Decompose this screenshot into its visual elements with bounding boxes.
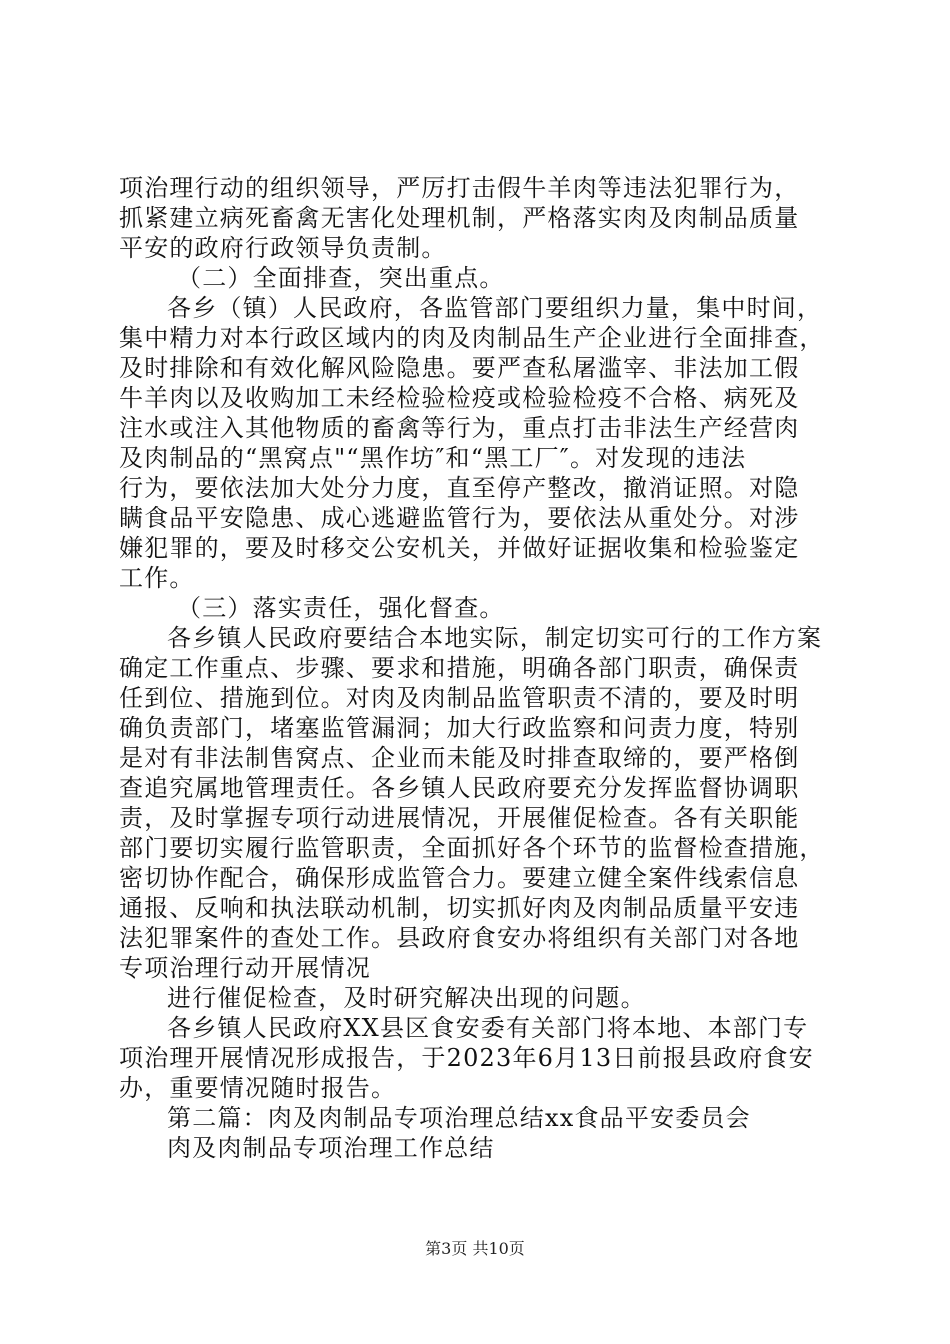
text-line: 项治理开展情况形成报告，于2023年6月13日前报县政府食安 [119, 1044, 814, 1072]
text-line: 各乡（镇）人民政府，各监管部门要组织力量，集中时间， [167, 294, 823, 322]
text-line: 牛羊肉以及收购加工未经检验检疫或检验检疫不合格、病死及 [119, 384, 800, 412]
text-line: 注水或注入其他物质的畜禽等行为，重点打击非法生产经营肉 [119, 414, 800, 442]
text-line: 责，及时掌握专项行动进展情况，开展催促检查。各有关职能 [119, 804, 800, 832]
section-heading: （三）落实责任，强化督查。 [177, 594, 505, 622]
text-line: 集中精力对本行政区域内的肉及肉制品生产企业进行全面排查， [119, 324, 825, 352]
text-line: 各乡镇人民政府XX县区食安委有关部门将本地、本部门专 [167, 1014, 809, 1042]
text-line: 瞒食品平安隐患、成心逃避监管行为，要依法从重处分。对涉 [119, 504, 800, 532]
text-line: 部门要切实履行监管职责，全面抓好各个环节的监督检查措施， [119, 834, 825, 862]
document-body [119, 173, 839, 1163]
text-line: 行为，要依法加大处分力度，直至停产整改，撤消证照。对隐 [119, 474, 800, 502]
text-line: 项治理行动的组织领导，严厉打击假牛羊肉等违法犯罪行为， [119, 174, 800, 202]
text-line: 嫌犯罪的，要及时移交公安机关，并做好证据收集和检验鉴定 [119, 534, 800, 562]
text-line: 及肉制品的“黑窝点"“黑作坊″和“黑工厂″。对发现的违法 [119, 444, 747, 472]
text-line: 进行催促检查，及时研究解决出现的问题。 [167, 984, 646, 1012]
text-line: 通报、反响和执法联动机制，切实抓好肉及肉制品质量平安违 [119, 894, 800, 922]
text-line: 专项治理行动开展情况 [119, 954, 371, 982]
section-heading: （二）全面排查，突出重点。 [177, 264, 505, 292]
text-line: 法犯罪案件的查处工作。县政府食安办将组织有关部门对各地 [119, 924, 800, 952]
text-line: 密切协作配合，确保形成监管合力。要建立健全案件线索信息 [119, 864, 800, 892]
text-line: 是对有非法制售窝点、企业而未能及时排查取缔的，要严格倒 [119, 744, 800, 772]
text-line: 第二篇：肉及肉制品专项治理总结xx食品平安委员会 [167, 1104, 751, 1132]
text-line: 查追究属地管理责任。各乡镇人民政府要充分发挥监督协调职 [119, 774, 800, 802]
text-line: 任到位、措施到位。对肉及肉制品监管职责不清的，要及时明 [119, 684, 800, 712]
text-line: 肉及肉制品专项治理工作总结 [167, 1134, 495, 1162]
text-line: 各乡镇人民政府要结合本地实际，制定切实可行的工作方案 [167, 624, 823, 652]
text-line: 抓紧建立病死畜禽无害化处理机制，严格落实肉及肉制品质量 [119, 204, 800, 232]
page-number-footer: 第3页 共10页 [425, 1239, 525, 1258]
text-line: 办，重要情况随时报告。 [119, 1074, 397, 1102]
text-line: 确定工作重点、步骤、要求和措施，明确各部门职责，确保责 [119, 654, 800, 682]
text-line: 平安的政府行政领导负责制。 [119, 234, 447, 262]
text-line: 工作。 [119, 564, 195, 592]
text-line: 确负责部门，堵塞监管漏洞；加大行政监察和问责力度，特别 [119, 714, 800, 742]
text-line: 及时排除和有效化解风险隐患。要严查私屠滥宰、非法加工假 [119, 354, 800, 382]
